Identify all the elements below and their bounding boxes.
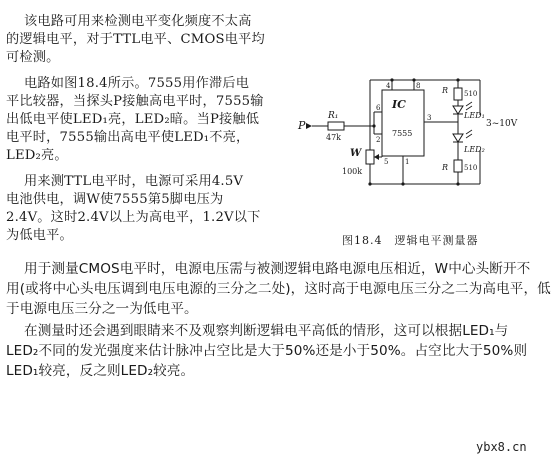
r-top-label: R <box>442 86 449 95</box>
text-line: 于电源电压三分之一为低电平。 <box>6 301 198 317</box>
pin-label: 3 <box>427 114 432 122</box>
pin-label: 2 <box>376 136 381 144</box>
led-top <box>453 106 463 114</box>
potentiometer-w <box>366 150 374 164</box>
text-line: 为低电平。 <box>6 228 73 243</box>
text-line: 可检测。 <box>6 50 60 65</box>
r-bot-value: 510 <box>464 164 478 172</box>
text-line: 用于测量CMOS电平时，电源电压需与被测逻辑电路电源电压相近，W中心头断开不 <box>24 261 531 277</box>
text-line: 电路如图18.4所示。7555用作滞后电 <box>24 76 250 91</box>
circuit-diagram <box>290 60 536 222</box>
text-line: LED₁较亮，反之则LED₂较亮。 <box>6 363 195 379</box>
text-line: 电池供电，调W使7555第5脚电压为 <box>6 192 224 207</box>
pot-label: W <box>350 148 362 159</box>
r-top-value: 510 <box>464 90 478 98</box>
led-top-label: LED₁ <box>464 111 485 120</box>
text-line: 平比较器，当探头P接触高电平时，7555输 <box>6 94 264 109</box>
pin-label: 1 <box>405 158 410 166</box>
r1-label: R₁ <box>328 111 339 121</box>
ic-label: IC <box>392 98 406 111</box>
pin-label: 4 <box>386 82 391 90</box>
pot-value: 100k <box>342 167 363 176</box>
resistor-top <box>454 88 462 100</box>
supply-label: 3~10V <box>486 119 518 129</box>
text-line: 用(或将中心头电压调到电压电源的三分之二处)，这时高于电源电压三分之二为高电平，低 <box>6 281 551 297</box>
text-line: 在测量时还会遇到眼睛来不及观察判断逻辑电平高低的情形，这可以根据LED₁与 <box>24 323 509 339</box>
text-line: 电平时，7555输出高电平使LED₁不亮， <box>6 130 250 145</box>
r-bot-label: R <box>442 163 449 172</box>
resistor-bottom <box>454 160 462 172</box>
led-bottom-label: LED₂ <box>464 145 485 154</box>
text-line: 的逻辑电平，对于TTL电平、CMOS电平均 <box>6 32 265 47</box>
led-bottom <box>453 134 463 142</box>
resistor-r1 <box>328 122 344 130</box>
ic-model: 7555 <box>392 129 413 138</box>
r1-value: 47k <box>326 133 342 142</box>
text-line: LED₂不同的发光强度来估计脉冲占空比是大于50%还是小于50%。占空比大于50%则 <box>6 343 528 359</box>
pin-label: 8 <box>416 82 421 90</box>
text-line: 2.4V。这时2.4V以上为高电平，1.2V以下 <box>6 210 261 225</box>
text-line: 该电路可用来检测电平变化频度不太高 <box>24 14 252 29</box>
pin-label: 5 <box>384 158 389 166</box>
figure-caption: 图18.4 逻辑电平测量器 <box>342 234 479 247</box>
probe-label: P <box>298 119 306 132</box>
text-line: LED₂亮。 <box>6 148 68 163</box>
text-line: 用来测TTL电平时，电源可采用4.5V <box>24 174 244 189</box>
text-line: 出低电平使LED₁亮，LED₂暗。当P接触低 <box>6 112 260 127</box>
pin-label: 6 <box>376 104 381 112</box>
watermark: ybx8.cn <box>476 440 527 454</box>
